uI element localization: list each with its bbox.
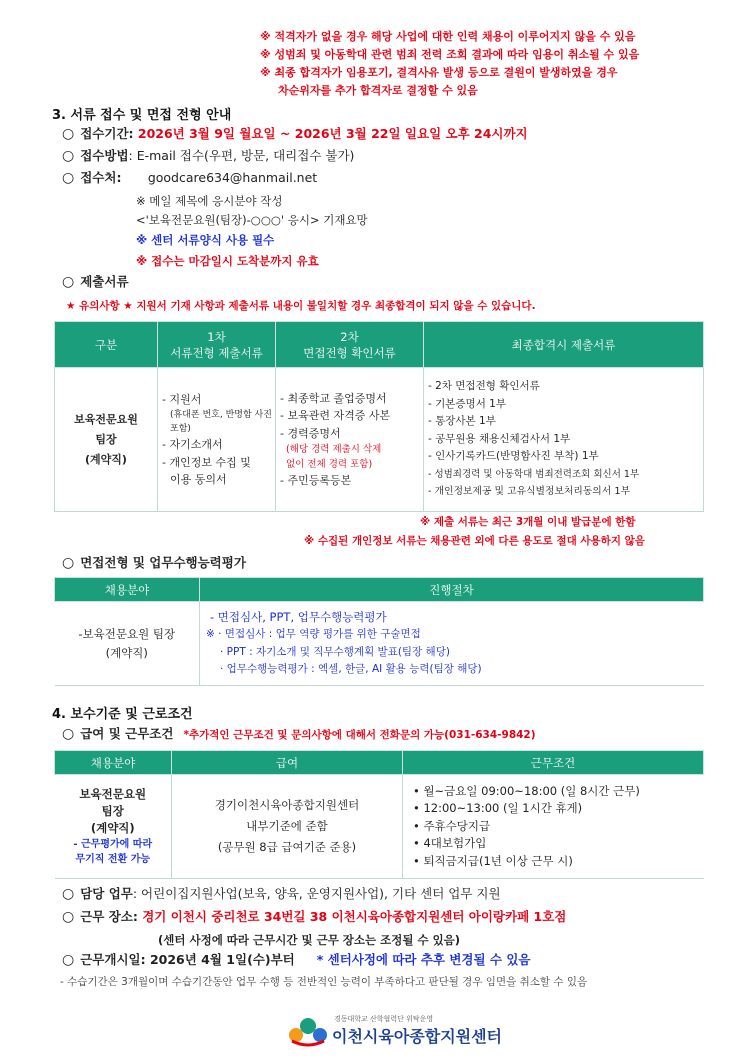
org-small: 경동대학교 산학협력단 위탁운영 [334,1015,434,1023]
section3-title: 3. 서류 접수 및 면접 전형 안내 [52,108,232,123]
docs-th-category: 구분 [55,322,158,368]
pay-th-field: 채용분야 [55,751,172,775]
email-link[interactable]: goodcare634@hanmail.net [147,170,318,185]
pay-field: 보육전문요원 팀장 (계약직) - 근무평가에 따라 무기직 전환 가능 [55,775,172,879]
interview-label: 면접전형 및 업무수행능력평가 [80,555,246,570]
method-row [62,146,354,166]
location-value: 경기 이천시 중리천로 34번길 38 이천시육아종합지원센터 아이랑카페 1호점 [142,909,567,924]
start-row [62,950,531,970]
circle-bullet-icon: ○ [62,170,75,186]
docs-warning: ★ 유의사항 ★ 지원서 기재 사항과 제출서류 내용이 불일치할 경우 최종합격이 되지 않을 수 있습니다. [66,300,536,312]
docs-row-name: 보육전문요원 팀장 (계약직) [55,368,158,512]
note-line: ※ 최종 합격자가 임용포기, 결격사유 발생 등으로 결원이 발생하였을 경우 [260,66,618,79]
place-note-3: ※ 센터 서류양식 사용 필수 [136,233,275,247]
note-line: ※ 성범죄 및 아동학대 관련 범죄 전력 조회 결과에 따라 임용이 취소될 수 있음 [260,48,640,61]
pay-row [62,724,536,745]
top-notes [260,28,639,100]
interview-th-proc: 진행절차 [200,578,704,602]
place-label: 접수처 [80,170,117,185]
org-name: 이천시육아종합지원센터 [332,1027,503,1046]
docs-th-final: 최종합격시 제출서류 [424,322,704,368]
circle-bullet-icon: ○ [62,274,75,290]
pay-table [54,750,704,879]
docs-row [62,272,129,292]
interview-proc: - 면접심사, PPT, 업무수행능력평가 ※ · 면접심사 : 업무 역량 평가를 위한 구술면접 · PPT : 자기소개 및 직무수행계획 발표(팀장 해당) · 업무수행능력평가 : 엑셀, 한글, AI 활용 능력(팀장 해당) [200,602,704,686]
docs-first-list: - 지원서 (휴대폰 번호, 반명함 사진 포함) - 자기소개서 - 개인정보 수집 및 이용 동의서 [158,368,276,512]
docs-note-1: ※ 제출 서류는 최근 3개월 이내 발급분에 한함 [420,516,636,528]
docs-final-list: - 2차 면접전형 확인서류 - 기본증명서 1부 - 통장사본 1부 - 공무원용 채용신체검사서 1부 - 인사기록카드(반명함사진 부착) 1부 - 성범죄경력 및 아동학대 범죄전력조회 회신서 1부 - 개인정보제공 및 고유식별정보처리동의서 1부 [424,368,704,512]
section4-title: 4. 보수기준 및 근로조건 [52,707,193,722]
docs-note-2: ※ 수집된 개인정보 서류는 채용관련 외에 다른 용도로 절대 사용하지 않음 [304,535,645,547]
footer-logo [286,1013,503,1047]
interview-th-field: 채용분야 [55,578,200,602]
center-logo-icon [286,1013,330,1047]
place-note-2: <'보육전문요원(팀장)-○○○' 응시> 기재요망 [136,213,368,227]
circle-bullet-icon: ○ [62,555,75,571]
duty-label: 담당 업무 [80,886,133,901]
docs-second-list: - 최종학교 졸업증명서 - 보육관련 자격증 사본 - 경력증명서 (해당 경력 제출시 삭제 없이 전체 경력 포함) - 주민등록등본 [276,368,424,512]
method-label: 접수방법 [80,148,129,163]
period-value: 2026년 3월 9일 월요일 ~ 2026년 3월 22일 일요일 오후 24시까지 [137,126,528,141]
duty-value: : 어린이집지원사업(보육, 양육, 운영지원사업), 기타 센터 업무 지원 [132,886,501,901]
circle-bullet-icon: ○ [62,726,75,742]
place-note-1: ※ 메일 제목에 응시분야 작성 [136,194,283,208]
interview-row [62,553,246,573]
pay-amount: 경기이천시육아종합지원센터 내부기준에 준함 (공무원 8급 급여기준 준용) [172,775,403,879]
pay-th-cond: 근무조건 [403,751,704,775]
pay-note: *추가적인 근무조건 및 문의사항에 대해서 전화문의 가능(031-634-9842) [183,729,536,741]
circle-bullet-icon: ○ [62,886,75,902]
pay-label: 급여 및 근무조건 [80,726,174,741]
location-row: ○ 근무 장소: 경기 이천시 중리천로 34번길 38 이천시육아종합지원센터 아이랑카페 1호점 [62,909,567,925]
docs-table [54,321,704,512]
method-value: : E-mail 접수(우편, 방문, 대리접수 불가) [128,148,355,163]
start-label: 근무개시일 [80,952,141,967]
probation-note: - 수습기간은 3개월이며 수습기간동안 업무 수행 등 전반적인 능력이 부족하다고 판단될 경우 임면을 취소할 수 있음 [60,976,588,988]
place-note-4: ※ 접수는 마감일시 도착분까지 유효 [136,254,319,268]
location-label: 근무 장소 [80,909,133,924]
circle-bullet-icon: ○ [62,126,75,142]
start-note: * 센터사정에 따라 추후 변경될 수 있음 [316,952,531,967]
note-line: ※ 적격자가 없을 경우 해당 사업에 대한 인력 채용이 이루어지지 않을 수 있음 [260,30,636,43]
start-value: : 2026년 4월 1일(수)부터 [140,952,295,967]
note-line: 차순위자를 추가 합격자로 결정할 수 있음 [278,84,478,97]
circle-bullet-icon: ○ [62,952,75,968]
place-row: ○ 접수처: goodcare634@hanmail.net [62,170,318,186]
interview-field: -보육전문요원 팀장 (계약직) [55,602,200,686]
docs-th-first: 1차 서류전형 제출서류 [158,322,276,368]
interview-table [54,577,704,686]
pay-th-pay: 급여 [172,751,403,775]
docs-th-second: 2차 면접전형 확인서류 [276,322,424,368]
period-label: 접수기간 [80,126,129,141]
docs-label: 제출서류 [80,274,129,289]
circle-bullet-icon: ○ [62,909,75,925]
circle-bullet-icon: ○ [62,148,75,164]
location-note: (센터 사정에 따라 근무시간 및 근무 장소는 조정될 수 있음) [158,933,461,947]
period-row: ○ 접수기간: 2026년 3월 9일 월요일 ~ 2026년 3월 22일 일요일 오후 24시까지 [62,126,528,142]
pay-conditions: • 월~금요일 09:00~18:00 (일 8시간 근무) • 12:00~13:00 (일 1시간 휴게) • 주휴수당지급 • 4대보험가입 • 퇴직금지급(1년 이상 근무 시) [403,775,704,879]
duty-row [62,884,501,904]
